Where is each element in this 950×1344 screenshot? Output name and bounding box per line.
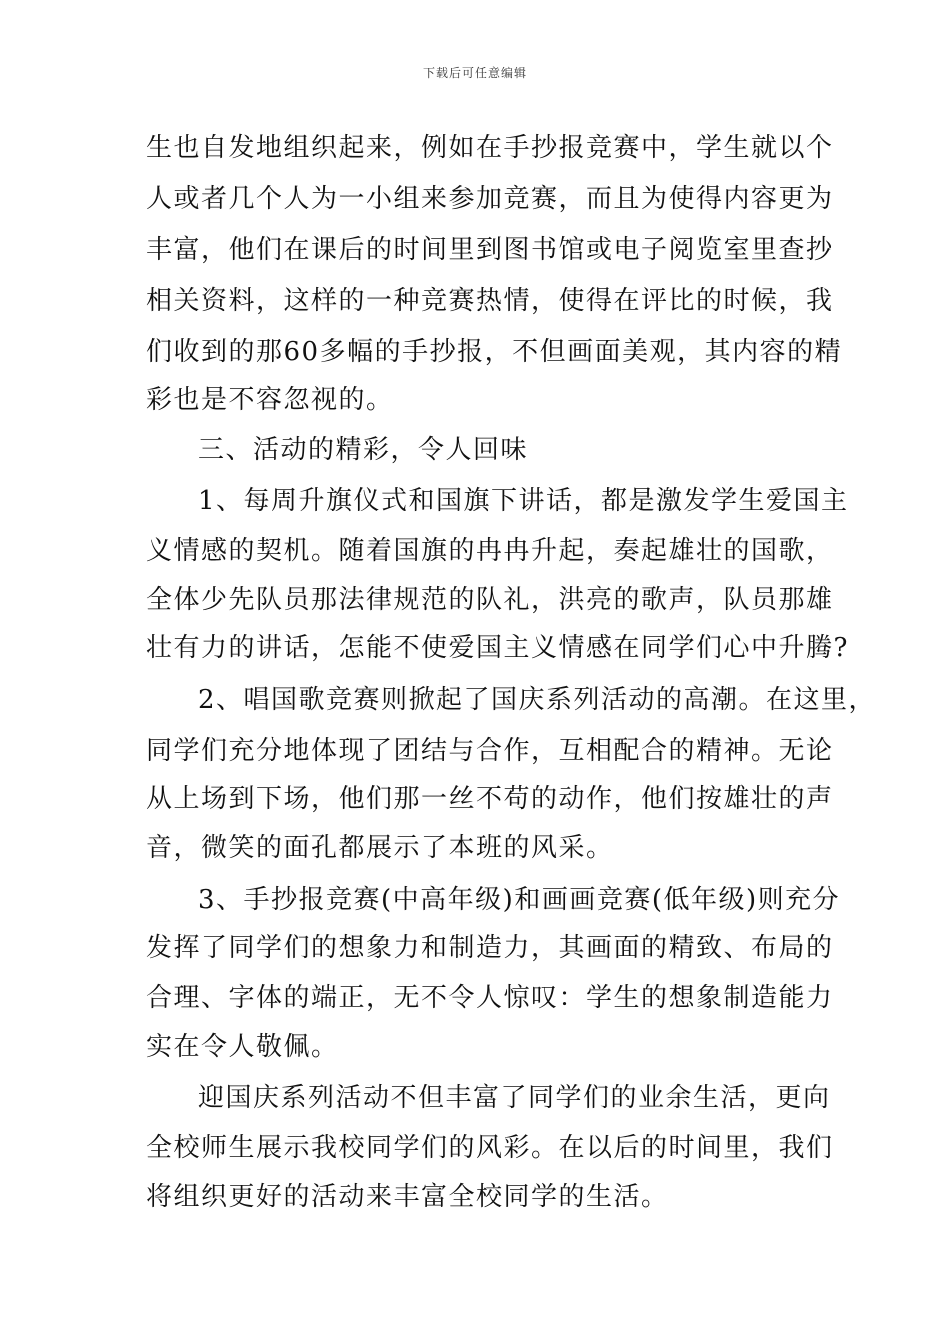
page-header: 下载后可任意编辑 bbox=[422, 66, 527, 80]
body-line: 3、手抄报竞赛(中高年级)和画画竞赛(低年级)则充分 bbox=[198, 885, 841, 915]
body-line: 相关资料，这样的一种竞赛热情，使得在评比的时候，我 bbox=[146, 286, 834, 316]
body-line: 全校师生展示我校同学们的风彩。在以后的时间里，我们 bbox=[146, 1133, 834, 1163]
body-line: 壮有力的讲话，怎能不使爱国主义情感在同学们心中升腾? bbox=[146, 633, 849, 663]
body-line: 迎国庆系列活动不但丰富了同学们的业余生活，更向 bbox=[198, 1083, 831, 1113]
section-heading: 三、活动的精彩，令人回味 bbox=[198, 435, 529, 465]
body-line: 义情感的契机。随着国旗的冉冉升起，奏起雄壮的国歌， bbox=[146, 536, 834, 566]
body-line: 音，微笑的面孔都展示了本班的风采。 bbox=[146, 833, 614, 863]
body-line: 们收到的那60多幅的手抄报，不但画面美观，其内容的精 bbox=[146, 337, 843, 367]
body-line: 发挥了同学们的想象力和制造力，其画面的精致、布局的 bbox=[146, 933, 834, 963]
body-line: 丰富，他们在课后的时间里到图书馆或电子阅览室里查抄 bbox=[146, 235, 834, 265]
body-line: 生也自发地组织起来，例如在手抄报竞赛中，学生就以个 bbox=[146, 133, 834, 163]
body-line: 将组织更好的活动来丰富全校同学的生活。 bbox=[146, 1182, 669, 1212]
body-line: 全体少先队员那法律规范的队礼，洪亮的歌声，队员那雄 bbox=[146, 585, 834, 615]
body-line: 彩也是不容忽视的。 bbox=[146, 385, 394, 415]
body-line: 同学们充分地体现了团结与合作，互相配合的精神。无论 bbox=[146, 736, 834, 766]
body-line: 合理、字体的端正，无不令人惊叹：学生的想象制造能力 bbox=[146, 983, 834, 1013]
body-line: 从上场到下场，他们那一丝不苟的动作，他们按雄壮的声 bbox=[146, 784, 834, 814]
body-line: 2、唱国歌竞赛则掀起了国庆系列活动的高潮。在这里， bbox=[198, 685, 877, 715]
body-line: 人或者几个人为一小组来参加竞赛，而且为使得内容更为 bbox=[146, 184, 834, 214]
body-line: 实在令人敬佩。 bbox=[146, 1032, 339, 1062]
body-line: 1、每周升旗仪式和国旗下讲话，都是激发学生爱国主 bbox=[198, 486, 849, 516]
